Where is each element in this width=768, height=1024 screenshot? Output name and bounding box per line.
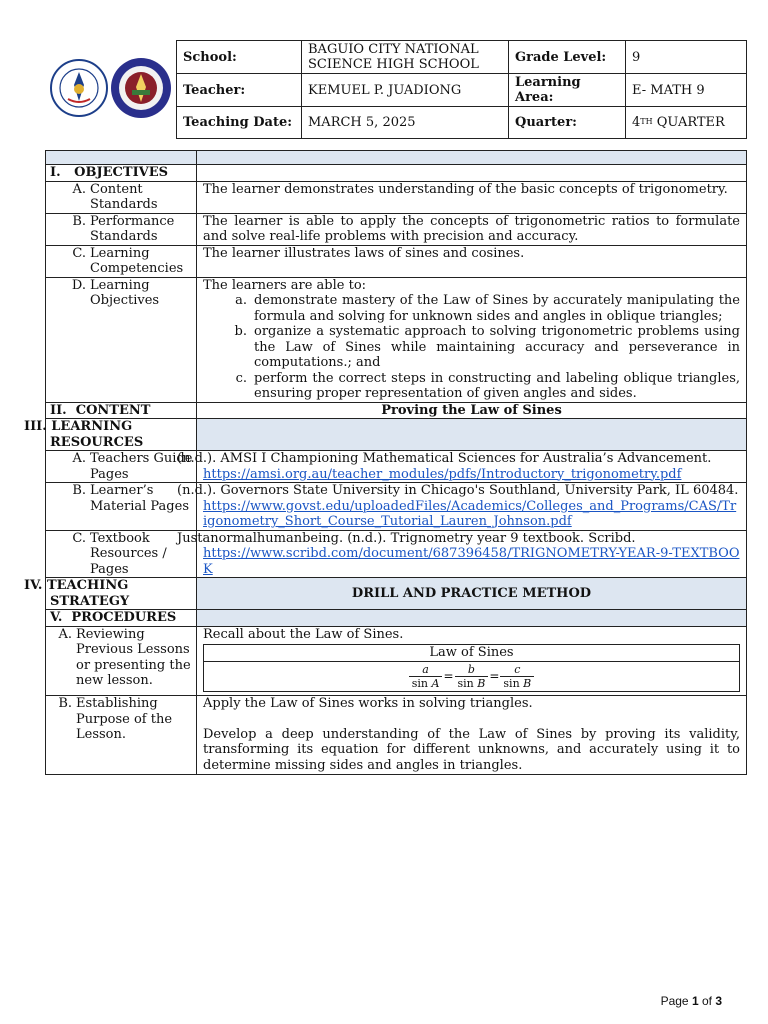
teacher-value: KEMUEL P. JUADIONG	[302, 74, 509, 107]
reviewing-text: Recall about the Law of Sines.	[203, 626, 404, 642]
list-item: c. perform the correct steps in constructing and labeling oblique triangles, ensuring proper representation of given angles and sides.	[235, 370, 740, 401]
reviewing-cell	[197, 626, 747, 696]
content-standards-row: A. Content Standards The learner demonstrates understanding of the basic concepts of trigonometry.	[46, 181, 747, 213]
deped-seal-logo	[50, 59, 108, 117]
reviewing-label: Reviewing Previous Lessons or presenting the new lesson.	[76, 626, 191, 688]
teaching-strategy-heading: IV. TEACHING STRATEGY	[46, 578, 197, 610]
reviewing-row: A. Reviewing Previous Lessons or presenting the new lesson. Recall about the Law of Sines. Law of Sines $\frac{a}{\text{sin A}}$ = $\frac{b}{\text{sin B}}$ = $\frac{c}{\text{sin B}}$	[46, 626, 747, 696]
grade-level-label: Grade Level:	[509, 41, 626, 74]
content-standards-label: Content Standards	[90, 181, 158, 212]
learners-material-row: B. Learner’s Material Pages (n.d.). Governors State University in Chicago's Southland, University Park, IL 60484. https://www.govst.edu/uploadedFiles/Academics/Colleges_and_Programs/CAS/Trigonometry_Short_Course_Tutorial_Lauren_Johnson.pdf	[46, 483, 747, 531]
textbook-resources-label: Textbook Resources / Pages	[90, 530, 167, 577]
quarter-label: Quarter:	[509, 107, 626, 139]
teachers-guide-cell: (n.d.). AMSI I Championing Mathematical Sciences for Australia’s Advancement. https://amsi.org.au/teacher_modules/pdfs/Introductory_trigonometry.pdf	[197, 451, 747, 483]
list-item: a. demonstrate mastery of the Law of Sines by accurately manipulating the formula and solving for unknown sides and angles in oblique triangles;	[235, 293, 740, 324]
objectives-heading: I. OBJECTIVES	[46, 165, 197, 182]
law-of-sines-title: Law of Sines	[204, 645, 739, 662]
learning-area-value: E- MATH 9	[626, 74, 747, 107]
establishing-purpose-cell	[197, 696, 747, 775]
lesson-plan-table	[24, 150, 747, 775]
performance-standards-text: The learner is able to apply the concepts of trigonometric ratios to formulate and solve real-life problems with precision and accuracy.	[197, 213, 747, 245]
learning-competencies-text: The learner illustrates laws of sines and cosines.	[197, 245, 747, 277]
learning-objectives-row: D. Learning Objectives The learners are able to: a. demonstrate mastery of the Law of Sines by accurately manipulating the formula and solving for unknown sides and angles in oblique triangles; b. organize a systematic approach to solving trigonometric problems using the Law of Sines while maintaining accuracy and perseverance in computations.; and c. perform the correct steps in constructing and labeling oblique triangles, ensuring proper representation of given angles and sides.	[46, 277, 747, 402]
teaching-strategy-value: DRILL AND PRACTICE METHOD	[197, 578, 747, 610]
content-row	[46, 402, 747, 419]
learning-objectives-cell	[197, 277, 747, 402]
learning-objectives-list	[203, 293, 740, 402]
learners-material-cell: (n.d.). Governors State University in Chicago's Southland, University Park, IL 60484. https://www.govst.edu/uploadedFiles/Academics/Colleges_and_Programs/CAS/Trigonometry_Short_Course_Tutorial_Lauren_Johnson.pdf	[197, 483, 747, 531]
content-value: Proving the Law of Sines	[197, 402, 747, 419]
blank-header-row	[46, 151, 747, 165]
school-value: BAGUIO CITY NATIONAL SCIENCE HIGH SCHOOL	[302, 41, 509, 74]
resources-heading-row	[46, 419, 747, 451]
school-label: School:	[177, 41, 302, 74]
learners-material-label: Learner’s Material Pages	[90, 483, 189, 514]
law-of-sines-box	[203, 644, 740, 692]
grade-level-value: 9	[626, 41, 747, 74]
law-of-sines-formula: $\frac{a}{\text{sin A}}$ = $\frac{b}{\text{sin B}}$ = $\frac{c}{\text{sin B}}$	[204, 662, 739, 691]
content-standards-text: The learner demonstrates understanding of the basic concepts of trigonometry.	[197, 181, 747, 213]
resources-heading: III. LEARNING RESOURCES	[46, 419, 197, 451]
establishing-purpose-label: Establishing Purpose of the Lesson.	[76, 696, 173, 742]
textbook-resources-link[interactable]: https://www.scribd.com/document/687396458/TRIGNOMETRY-YEAR-9-TEXTBOOK	[203, 546, 740, 577]
quarter-value: 4TH QUARTER	[626, 107, 747, 139]
learning-competencies-row: C. Learning Competencies The learner illustrates laws of sines and cosines.	[46, 245, 747, 277]
establishing-purpose-text-2: Develop a deep understanding of the Law of Sines by proving its validity, transforming its equation for different unknowns, and accurately using it to determine missing sides and angles in triangles.	[203, 726, 740, 773]
procedures-heading: V. PROCEDURES	[46, 610, 197, 627]
textbook-resources-row: C. Textbook Resources / Pages Justanormalhumanbeing. (n.d.). Trignometry year 9 textbook. Scribd. https://www.scribd.com/document/687396458/TRIGNOMETRY-YEAR-9-TEXTBOOK	[46, 530, 747, 578]
list-item: b. organize a systematic approach to solving trigonometric problems using the Law of Sines while maintaining accuracy and perseverance in computations.; and	[234, 324, 740, 370]
procedures-heading-row	[46, 610, 747, 627]
establishing-purpose-text-1: Apply the Law of Sines works in solving triangles.	[203, 696, 533, 711]
learning-competencies-label: Learning Competencies	[90, 245, 184, 276]
teaching-strategy-row	[46, 578, 747, 610]
learners-material-link[interactable]: https://www.govst.edu/uploadedFiles/Academics/Colleges_and_Programs/CAS/Trigonometry_Short_Course_Tutorial_Lauren_Johnson.pdf	[203, 498, 737, 529]
establishing-purpose-row: B. Establishing Purpose of the Lesson. Apply the Law of Sines works in solving triangles. Develop a deep understanding of the Law of Sines by proving its validity, transforming its equation for different unknowns, and accurately using it to determine missing sides and angles in triangles.	[46, 696, 747, 775]
performance-standards-row: B. Performance Standards The learner is able to apply the concepts of trigonometric ratios to formulate and solve real-life problems with precision and accuracy.	[46, 213, 747, 245]
teaching-date-label: Teaching Date:	[177, 107, 302, 139]
learning-objectives-intro: The learners are able to:	[203, 277, 367, 293]
learning-objectives-label: Learning Objectives	[90, 277, 160, 308]
textbook-resources-cell: Justanormalhumanbeing. (n.d.). Trignometry year 9 textbook. Scribd. https://www.scribd.com/document/687396458/TRIGNOMETRY-YEAR-9-TEXTBOOK	[197, 530, 747, 578]
performance-standards-label: Performance Standards	[90, 213, 175, 244]
school-seal-logo	[110, 57, 172, 119]
header-info-table	[176, 40, 747, 139]
teacher-label: Teacher:	[177, 74, 302, 107]
teachers-guide-label: Teachers Guide Pages	[90, 451, 193, 482]
objectives-heading-row	[46, 165, 747, 182]
page-number: Page 1 of 3	[660, 994, 722, 1008]
teachers-guide-link[interactable]: https://amsi.org.au/teacher_modules/pdfs/Introductory_trigonometry.pdf	[203, 466, 682, 482]
content-heading: II. CONTENT	[46, 402, 197, 419]
learning-area-label: Learning Area:	[509, 74, 626, 107]
teachers-guide-row: A. Teachers Guide Pages (n.d.). AMSI I Championing Mathematical Sciences for Australia’s Advancement. https://amsi.org.au/teacher_modules/pdfs/Introductory_trigonometry.pdf	[46, 451, 747, 483]
teaching-date-value: MARCH 5, 2025	[302, 107, 509, 139]
